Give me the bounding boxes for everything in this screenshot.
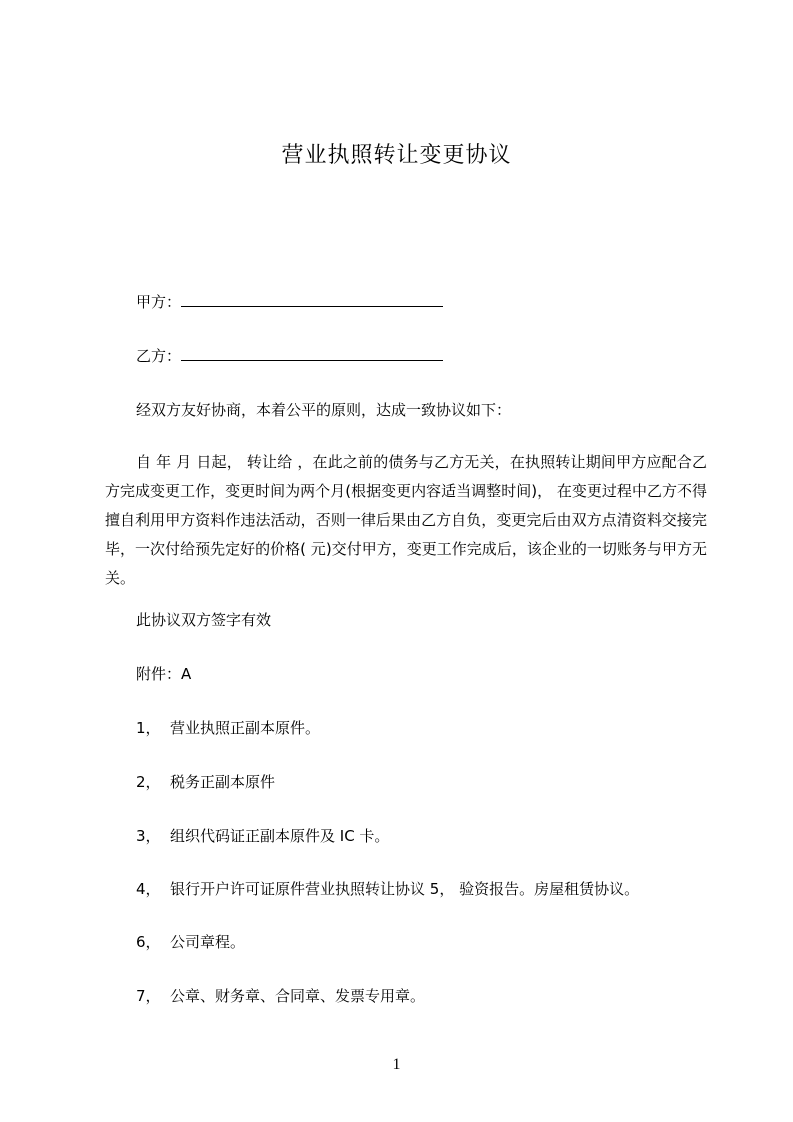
party-a-line	[136, 292, 443, 312]
attachment-label: 附件：A	[136, 665, 192, 683]
list-item	[136, 826, 389, 846]
party-b-label: 乙方：	[136, 347, 182, 365]
validity-text: 此协议双方签字有效	[136, 611, 272, 629]
intro-text: 经双方友好协商，本着公平的原则，达成一致协议如下：	[136, 401, 512, 419]
party-a-blank	[181, 292, 443, 307]
party-a-label: 甲方：	[136, 293, 182, 311]
list-item-text: 银行开户许可证原件营业执照转让协议 5， 验资报告。房屋租赁协议。	[170, 880, 640, 898]
list-item-number: 3，	[136, 827, 161, 845]
list-item-text: 公章、财务章、合同章、发票专用章。	[170, 987, 426, 1005]
list-item	[136, 718, 320, 738]
party-b-line	[136, 346, 443, 366]
document-title: 营业执照转让变更协议	[281, 143, 512, 168]
party-b-blank	[181, 346, 443, 361]
list-item	[136, 879, 639, 899]
list-item-text: 组织代码证正副本原件及 IC 卡。	[170, 827, 390, 845]
list-item	[136, 772, 275, 792]
list-item-number: 6，	[136, 933, 161, 951]
body-paragraph-text: 自 年 月 日起， 转让给 ，在此之前的债务与乙方无关，在执照转让期间甲方应配合乙方完成变更工作，变更时间为两个月(根据变更内容适当调整时间)， 在变更过程中乙方不得擅自利用甲方资料作违法活动，否则一律后果由乙方自负，变更完后由双方点清资料交接完毕，一次付给预先定好的价格( 元)交付甲方，变更工作完成后，该企业的一切账务与甲方无关。	[105, 453, 707, 587]
list-item-number: 7，	[136, 987, 161, 1005]
body-paragraph	[105, 448, 707, 593]
list-item-number: 4，	[136, 880, 161, 898]
list-item-number: 1，	[136, 719, 161, 737]
list-item	[136, 932, 245, 952]
list-item-number: 2，	[136, 773, 161, 791]
list-item-text: 公司章程。	[170, 933, 246, 951]
list-item-text: 税务正副本原件	[170, 773, 276, 791]
page-number: 1	[392, 1056, 401, 1073]
list-item	[136, 986, 425, 1006]
list-item-text: 营业执照正副本原件。	[170, 719, 321, 737]
